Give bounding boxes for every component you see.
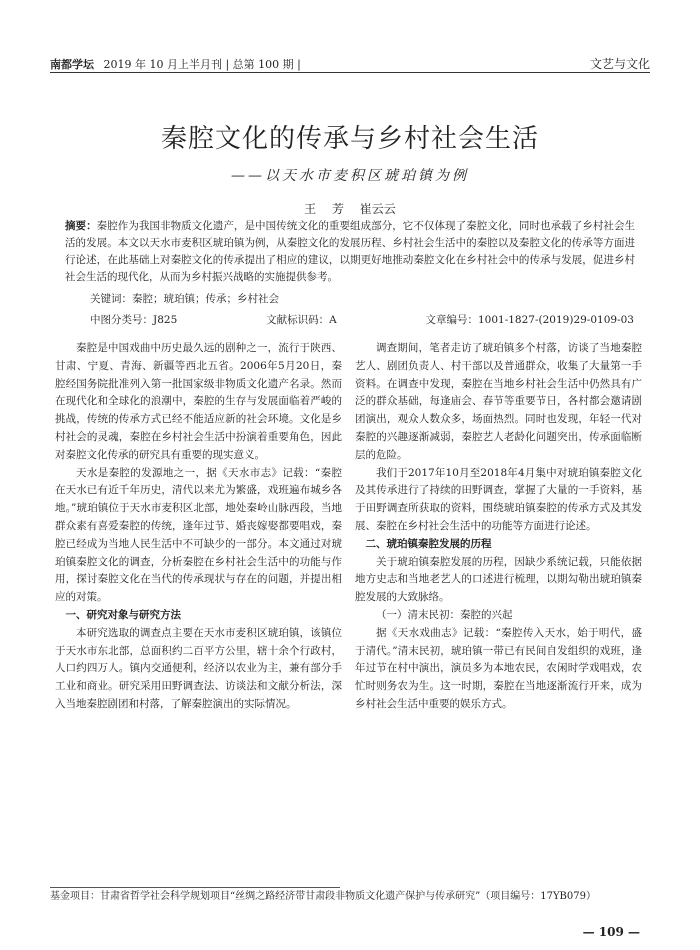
section-heading: 一、研究对象与研究方法 (65, 608, 181, 621)
document-code: 文献标识码：A (266, 314, 337, 326)
footnote: 基金项目：甘肃省哲学社会科学规划项目“丝绸之路经济带甘肃段非物质文化遗产保护与传承研究”（项目编号：17YB079） (50, 891, 596, 902)
journal-name: 南都学坛 (50, 58, 94, 71)
page-number: — 109 — (582, 925, 640, 939)
paragraph: 本研究选取的调查点主要在天水市麦积区琥珀镇，该镇位于天水市东北部，总面积约二百平方公里，辖十余个行政村，人口约四万人。镇内交通便利，经济以农业为主，兼有部分手工业和商业。研究采用田野调查法、访谈法和文献分析法，深入当地秦腔剧团和村落，了解秦腔演出的实际情况。 (55, 626, 342, 710)
paragraph: 天水是秦腔的发源地之一，据《天水市志》记载：“秦腔在天水已有近千年历史，清代以来尤为繁盛，戏班遍布城乡各地。”琥珀镇位于天水市麦积区北部，地处秦岭山脉西段，当地群众素有喜爱秦腔的传统，逢年过节、婚丧嫁娶都要唱戏，秦腔已经成为当地人民生活中不可缺少的一部分。本文通过对琥珀镇秦腔文化的调查，分析秦腔在乡村社会生活中的功能与作用，探讨秦腔文化在当代的传承现状与存在的问题，并提出相应的对策。 (55, 466, 342, 604)
paragraph: 我们于2017年10月至2018年4月集中对琥珀镇秦腔文化及其传承进行了持续的田野调查，掌握了大量的一手资料，基于田野调查所获取的资料，围绕琥珀镇秦腔的传承方式及其发展、秦腔在乡村社会生活中的功能等方面进行论述。 (355, 466, 642, 532)
clc-number: 中图分类号：J825 (90, 314, 178, 326)
journal-info (50, 56, 301, 72)
article-number: 文章编号：1001-1827-(2019)29-0109-03 (425, 314, 634, 326)
abstract-text: 秦腔作为我国非物质文化遗产，是中国传统文化的重要组成部分，它不仅体现了秦腔文化，同时也承载了乡村社会生活的发展。本文以天水市麦积区琥珀镇为例，从秦腔文化的发展历程、乡村社会生活中的秦腔以及秦腔文化的传承等方面进行论述，在此基础上对秦腔文化的传承提出了相应的建议，以期更好地推动秦腔文化在乡村社会中的传承与发展，促进乡村社会生活的现代化，从而为乡村振兴战略的实施提供参考。 (65, 220, 635, 283)
issue-info: 2019 年 10 月上半月刊 | 总第 100 期 | (103, 58, 301, 71)
body-column-right (355, 340, 642, 714)
paragraph: 关于琥珀镇秦腔发展的历程，因缺少系统记载，只能依据地方史志和当地老艺人的口述进行梳理，以期勾勒出琥珀镇秦腔发展的大致脉络。 (355, 555, 642, 604)
page-header (50, 50, 650, 72)
paragraph: 据《天水戏曲志》记载：“秦腔传入天水，始于明代，盛于清代。”清末民初，琥珀镇一带已有民间自发组织的戏班，逢年过节在村中演出，演员多为本地农民，农闲时学戏唱戏，农忙时则务农为生。这一时期，秦腔在当地逐渐流行开来，成为乡村社会生活中重要的娱乐方式。 (355, 626, 642, 710)
article-subtitle: ——以天水市麦积区琥珀镇为例 (231, 168, 469, 184)
author-names: 王 芳 崔云云 (304, 202, 396, 216)
paragraph: 调查期间，笔者走访了琥珀镇多个村落，访谈了当地秦腔艺人、剧团负责人、村干部以及普通群众，收集了大量第一手资料。在调查中发现，秦腔在当地乡村社会生活中仍然具有广泛的群众基础，每逢庙会、春节等重要节日，各村都会邀请剧团演出，观众人数众多，场面热烈。同时也发现，年轻一代对秦腔的兴趣逐渐减弱，秦腔艺人老龄化问题突出，传承面临断层的危险。 (355, 342, 642, 461)
section-heading: 二、琥珀镇秦腔发展的历程 (365, 537, 492, 550)
section-name: 文艺与文化 (589, 57, 650, 71)
article-title: 秦腔文化的传承与乡村社会生活 (160, 124, 539, 154)
keywords: 关键词：秦腔；琥珀镇；传承；乡村社会 (90, 293, 279, 305)
abstract (65, 218, 635, 286)
body-column-left (55, 340, 342, 714)
subsection-heading: （一）清末民初：秦腔的兴起 (376, 608, 513, 621)
paragraph: 秦腔是中国戏曲中历史最久远的剧种之一，流行于陕西、甘肃、宁夏、青海、新疆等西北五省。2006年5月20日，秦腔经国务院批准列入第一批国家级非物质文化遗产名录。然而在现代化和全球化的浪潮中，秦腔的生存与发展面临着严峻的挑战，传统的传承方式已经不能适应新的社会环境。文化是乡村社会的灵魂，秦腔在乡村社会生活中扮演着重要角色，因此对秦腔文化传承的研究具有重要的现实意义。 (55, 342, 342, 461)
header-divider (50, 72, 650, 73)
footnote-divider (50, 887, 340, 888)
abstract-label: 摘要： (65, 220, 97, 232)
article-metadata (90, 312, 640, 327)
